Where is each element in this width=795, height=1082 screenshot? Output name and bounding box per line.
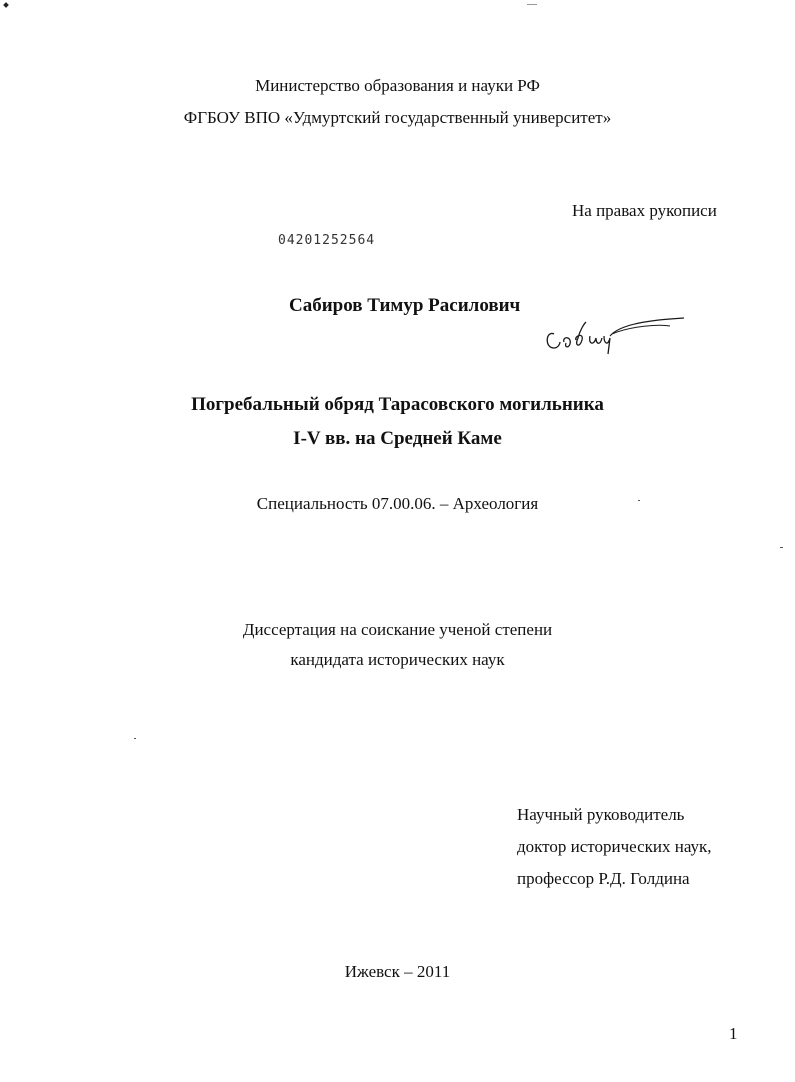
author-name: Сабиров Тимур Расилович bbox=[289, 295, 521, 316]
page-number: 1 bbox=[729, 1024, 738, 1043]
registration-number: 04201252564 bbox=[278, 233, 376, 248]
scan-corner-mark bbox=[3, 2, 9, 8]
scan-speck bbox=[527, 4, 537, 5]
supervisor-name: профессор Р.Д. Голдина bbox=[517, 869, 690, 888]
supervisor-degree: доктор исторических наук, bbox=[517, 837, 712, 856]
specialty-line: Специальность 07.00.06. – Археология bbox=[256, 494, 539, 513]
university-heading: ФГБОУ ВПО «Удмуртский государственный университет» bbox=[183, 108, 612, 127]
city-year: Ижевск – 2011 bbox=[344, 962, 451, 981]
manuscript-note: На правах рукописи bbox=[572, 201, 717, 220]
scan-speck bbox=[134, 738, 136, 739]
scan-speck bbox=[780, 547, 783, 548]
degree-line-2: кандидата исторических наук bbox=[290, 650, 505, 669]
scan-speck bbox=[638, 500, 640, 501]
dissertation-title-line-2: I-V вв. на Средней Каме bbox=[293, 428, 502, 449]
dissertation-title-line-1: Погребальный обряд Тарасовского могильника bbox=[191, 394, 604, 415]
supervisor-title: Научный руководитель bbox=[517, 805, 685, 824]
degree-line-1: Диссертация на соискание ученой степени bbox=[242, 620, 553, 639]
ministry-heading: Министерство образования и науки РФ bbox=[255, 76, 540, 95]
author-signature bbox=[540, 310, 690, 360]
